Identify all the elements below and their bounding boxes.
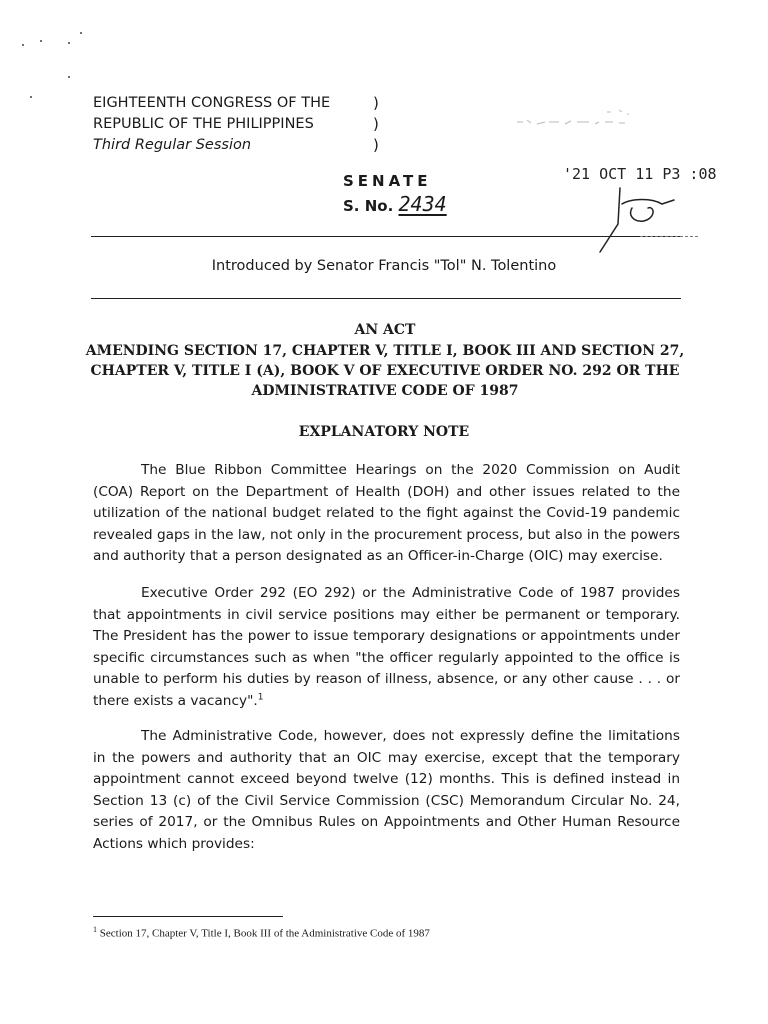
bracket-2: ) bbox=[373, 115, 379, 133]
footnote-rule bbox=[93, 916, 283, 917]
received-stamp: '21 OCT 11 P3 :08 bbox=[563, 165, 717, 183]
paragraph-2-text: Executive Order 292 (EO 292) or the Administrative Code of 1987 provides that appointments in civil service positions may either be permanent or temporary. The President has the power to issue temporary designations or appointments under specific circumstances such as when "the officer regularly appointed to the office is unable to perform his duties by reason of illness, absence, or any other cause . . . or there exists a vacancy". bbox=[93, 585, 680, 709]
footnote-text: Section 17, Chapter V, Title I, Book III of the Administrative Code of 1987 bbox=[97, 927, 430, 940]
scan-speck bbox=[40, 40, 42, 42]
header-rule bbox=[91, 236, 681, 237]
bill-number-line bbox=[343, 192, 447, 216]
act-title-line-3: CHAPTER V, TITLE I (A), BOOK V OF EXECUTIVE ORDER NO. 292 OR THE bbox=[90, 363, 680, 379]
bracket-1: ) bbox=[373, 94, 379, 112]
bill-number: 2434 bbox=[398, 192, 447, 216]
scan-speck bbox=[30, 96, 32, 98]
act-title-line-2: AMENDING SECTION 17, CHAPTER V, TITLE I, BOOK III AND SECTION 27, bbox=[85, 343, 685, 359]
introduced-by: Introduced by Senator Francis "Tol" N. Tolentino bbox=[211, 258, 557, 274]
header-rule-dashes bbox=[640, 236, 698, 237]
act-title-line-1: AN ACT bbox=[354, 322, 416, 338]
footnote bbox=[93, 925, 430, 940]
paragraph-3: The Administrative Code, however, does not expressly define the limitations in the powers and authority that an OIC may exercise, except that the temporary appointment cannot exceed beyond twelve (12) months. This is defined instead in Section 13 (c) of the Civil Service Commission (CSC) Memorandum Circular No. 24, series of 2017, or the Omnibus Rules on Appointments and Other Human Resource Actions which provides: bbox=[93, 728, 680, 852]
scan-speck bbox=[68, 76, 70, 78]
faint-stamp-mark bbox=[515, 106, 645, 136]
session-label: Third Regular Session bbox=[93, 137, 252, 153]
footnote-mark: 1 bbox=[93, 925, 97, 934]
signature-scribble-icon bbox=[592, 182, 702, 254]
senate-label: SENATE bbox=[343, 172, 432, 190]
scan-speck bbox=[22, 44, 24, 46]
bracket-3: ) bbox=[373, 136, 379, 154]
paragraph-1: The Blue Ribbon Committee Hearings on the 2020 Commission on Audit (COA) Report on the Department of Health (DOH) and other issues related to the utilization of the national budget related to the fight against the Covid-19 pandemic revealed gaps in the law, not only in the procurement process, but also in the powers and authority that a person designated as an Officer-in-Charge (OIC) may exercise. bbox=[93, 462, 680, 564]
scan-speck bbox=[68, 42, 70, 44]
footnote-reference[interactable]: 1 bbox=[257, 691, 264, 702]
bill-prefix: S. No. bbox=[343, 197, 394, 215]
explanatory-note-heading: EXPLANATORY NOTE bbox=[298, 424, 470, 440]
congress-line-2: REPUBLIC OF THE PHILIPPINES bbox=[93, 116, 314, 132]
congress-line-1: EIGHTEENTH CONGRESS OF THE bbox=[93, 95, 331, 111]
intro-rule bbox=[91, 298, 681, 299]
paragraph-2 bbox=[93, 583, 680, 712]
act-title-line-4: ADMINISTRATIVE CODE OF 1987 bbox=[251, 383, 519, 399]
scan-speck bbox=[80, 32, 82, 34]
